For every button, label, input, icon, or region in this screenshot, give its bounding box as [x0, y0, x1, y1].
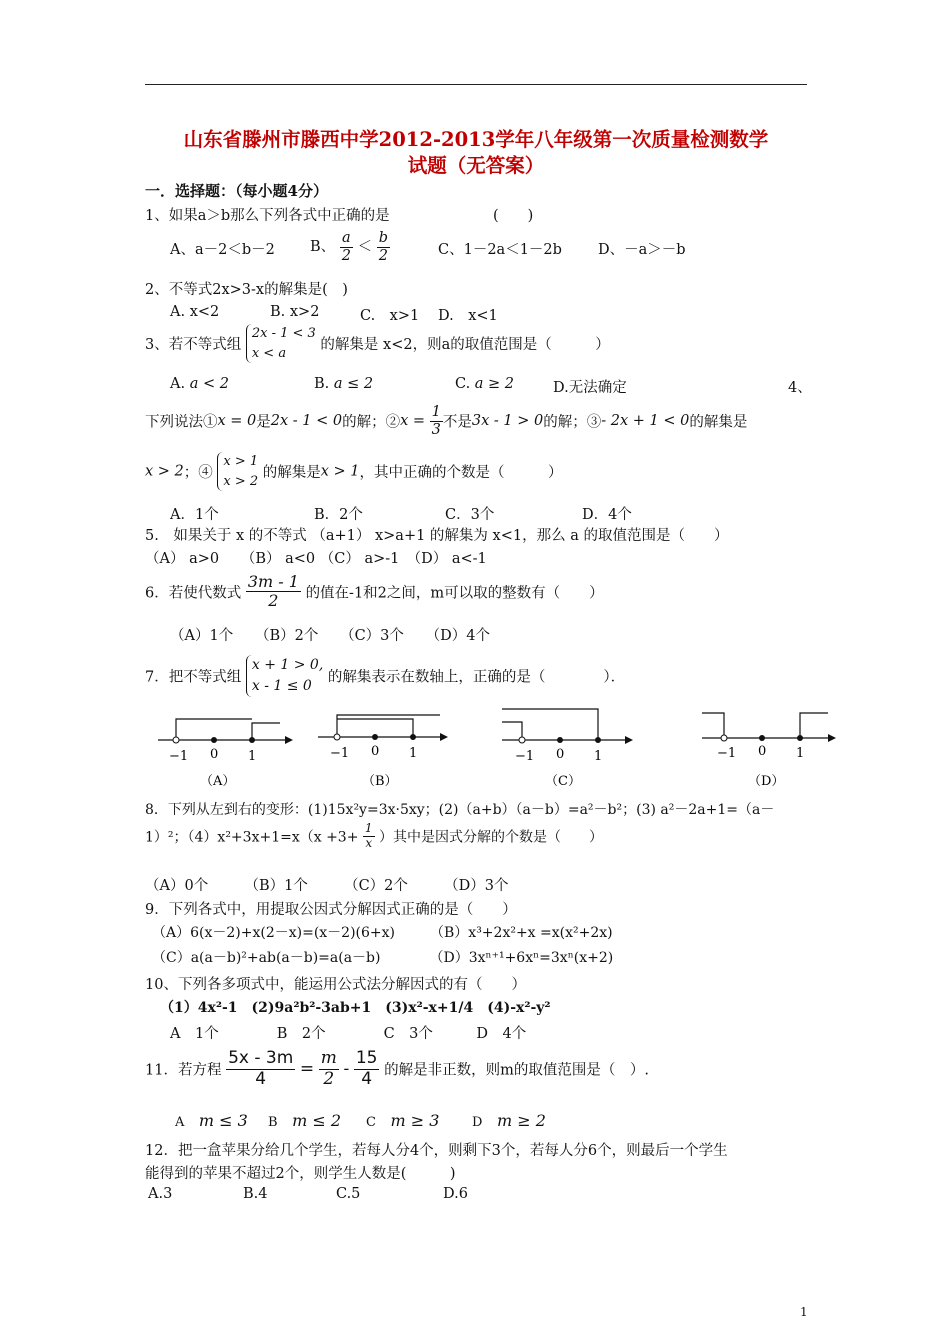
q1-option-b: B、 $\frac{a}{2}$ ＜ $\frac{b}{2}$	[310, 230, 389, 264]
option-label: （A）	[200, 774, 236, 789]
option-label: （C）	[545, 774, 581, 789]
number-line-b	[318, 715, 448, 789]
q3-option-c: C. a ≥ 2	[455, 376, 515, 392]
q3-option-d: D.无法确定	[553, 380, 627, 396]
q3-system: 2x - 1 < 3 x < a	[246, 324, 316, 363]
q2-option-d: D. x<1	[438, 308, 498, 324]
tick-label: 0	[371, 744, 380, 759]
q1-paren: ( )	[493, 208, 534, 224]
q6-frac: $\frac{3m - 1}{2}$	[247, 572, 299, 611]
q9-options-cd: （C）a(a－b)²+ab(a－b)=a(a－b) （D）3xⁿ⁺¹+6xⁿ=3xⁿ(x+2)	[152, 950, 614, 966]
q10-stem: 10、下列各多项式中，能运用公式法分解因式的有（ ）	[145, 977, 526, 993]
tick-label: 1	[796, 746, 805, 761]
q1-option-d: D、－a＞－b	[598, 242, 686, 258]
q2-option-c: C. x>1	[360, 308, 420, 324]
q12-line1: 12．把一盒苹果分给几个学生，若每人分4个，则剩下3个，若每人分6个，则最后一个学生	[145, 1143, 728, 1159]
q8-line2: 1）²；（4）x²+3x+1=x（x +3+ $\frac{1}{x}$ ）其中是因式分解的个数是（ ）	[145, 821, 603, 850]
q1-stem: 1、如果a＞b那么下列各式中正确的是	[145, 208, 390, 224]
q4-option-d: D．4个	[582, 507, 632, 523]
tick-label: 0	[556, 747, 565, 762]
q6-stem: 6．若使代数式 $\frac{3m - 1}{2}$ 的值在-1和2之间，m可以取的整数有（ ）	[145, 572, 604, 611]
q4-number: 4、	[788, 380, 812, 396]
option-label: （D）	[748, 774, 785, 789]
q1-frac-b: $\frac{b}{2}$	[378, 230, 389, 264]
section-heading: 一．选择题：（每小题4分）	[145, 182, 328, 200]
q6-options: （A）1个 （B）2个 （C）3个 （D）4个	[170, 628, 490, 644]
q7-number-lines	[140, 705, 840, 795]
q12-option-a: A.3	[148, 1186, 173, 1202]
q3-stem: 3、若不等式组 2x - 1 < 3 x < a 的解集是 x<2，则a的取值范围是（ ）	[145, 324, 610, 363]
q11-option-d: D m ≥ 2	[472, 1111, 546, 1130]
q12-option-d: D.6	[443, 1186, 468, 1202]
q1-option-c: C、1－2a＜1－2b	[438, 242, 562, 258]
q5-stem: 5. 如果关于 x 的不等式 （a+1） x>a+1 的解集为 x<1，那么 a 的取值范围是（ ）	[145, 528, 729, 544]
q4-frac: $\frac{1}{3}$	[431, 404, 441, 438]
tick-label: −1	[169, 749, 189, 764]
tick-label: −1	[515, 749, 535, 764]
q11-frac-1: $\frac{5x - 3m}{4}$	[228, 1048, 294, 1089]
q10-options: A 1个 B 2个 C 3个 D 4个	[170, 1026, 527, 1042]
tick-label: −1	[717, 746, 737, 761]
q4-line2: x > 2；④ x > 1 x > 2 的解集是x > 1，其中正确的个数是（ ）	[145, 452, 563, 491]
q8-line1: 8．下列从左到右的变形：(1)15x²y=3x·5xy；(2)（a+b）（a－b）=a²－b²；(3) a²－2a+1=（a－	[145, 802, 775, 818]
tick-label: 1	[594, 749, 603, 764]
q1-option-a: A、a－2＜b－2	[170, 242, 275, 258]
q11-option-b: B m ≤ 2	[268, 1111, 341, 1130]
page-title-line2: 试题（无答案）	[407, 154, 545, 177]
tick-label: 1	[409, 746, 418, 761]
tick-label: 0	[758, 744, 767, 759]
page-title-line1: 山东省滕州市滕西中学2012-2013学年八年级第一次质量检测数学	[183, 128, 769, 151]
q2-option-a: A. x<2	[170, 304, 220, 320]
q10-items: （1）4x²-1 (2)9a²b²-3ab+1 (3)x²-x+1/4 (4)-x²-y²	[160, 1000, 551, 1016]
tick-label: −1	[330, 746, 350, 761]
q4-system: x > 1 x > 2	[217, 452, 258, 491]
option-label: （B）	[362, 774, 398, 789]
q9-stem: 9．下列各式中，用提取公因式分解因式正确的是（ ）	[145, 902, 517, 918]
q12-line2: 能得到的苹果不超过2个，则学生人数是( )	[145, 1166, 456, 1182]
q7-stem: 7．把不等式组 x + 1 > 0, x - 1 ≤ 0 的解集表示在数轴上，正确的是（ ）．	[145, 655, 625, 697]
q2-stem: 2、不等式2x>3-x的解集是( )	[145, 282, 348, 298]
tick-label: 1	[248, 749, 257, 764]
q2-option-b: B. x>2	[270, 304, 320, 320]
number-line-a	[158, 719, 293, 789]
q11-stem: 11．若方程 $\frac{5x - 3m}{4}$ = $\frac{m}{2}$ - $\frac{15}{4}$ 的解是非正数，则m的取值范围是（ ）.	[145, 1048, 649, 1089]
q5-options: （A） a>0 （B） a<0 （C） a>-1 （D） a<-1	[145, 551, 487, 567]
q3-option-b: B. a ≤ 2	[314, 376, 374, 392]
q8-frac: $\frac{1}{x}$	[364, 821, 373, 850]
q8-options: （A）0个 （B）1个 （C）2个 （D）3个	[145, 878, 509, 894]
page-number: 1	[800, 1305, 808, 1319]
header-rule	[145, 84, 807, 85]
q11-option-c: C m ≥ 3	[366, 1111, 440, 1130]
q7-system: x + 1 > 0, x - 1 ≤ 0	[246, 655, 323, 697]
q4-line1: 下列说法①x = 0是2x - 1 < 0的解；②x = $\frac{1}{3}$ 不是3x - 1 > 0的解；③- 2x + 1 < 0的解集是	[145, 404, 748, 438]
q12-option-c: C.5	[336, 1186, 361, 1202]
q11-frac-2: $\frac{m}{2}$	[320, 1048, 337, 1089]
q3-option-a: A. a < 2	[170, 376, 229, 392]
q4-option-b: B．2个	[314, 507, 363, 523]
q4-option-a: A．1个	[170, 507, 219, 523]
number-line-c	[502, 709, 633, 789]
q11-frac-3: $\frac{15}{4}$	[355, 1048, 378, 1089]
q9-options-ab: （A）6(x－2)+x(2－x)=(x－2)(6+x) （B）x³+2x²+x =x(x²+2x)	[152, 925, 613, 941]
number-line-d	[702, 713, 836, 789]
q4-option-c: C．3个	[445, 507, 495, 523]
q12-option-b: B.4	[243, 1186, 268, 1202]
tick-label: 0	[210, 747, 219, 762]
q1-frac-a: $\frac{a}{2}$	[341, 230, 351, 264]
q11-option-a: A m ≤ 3	[175, 1111, 248, 1130]
